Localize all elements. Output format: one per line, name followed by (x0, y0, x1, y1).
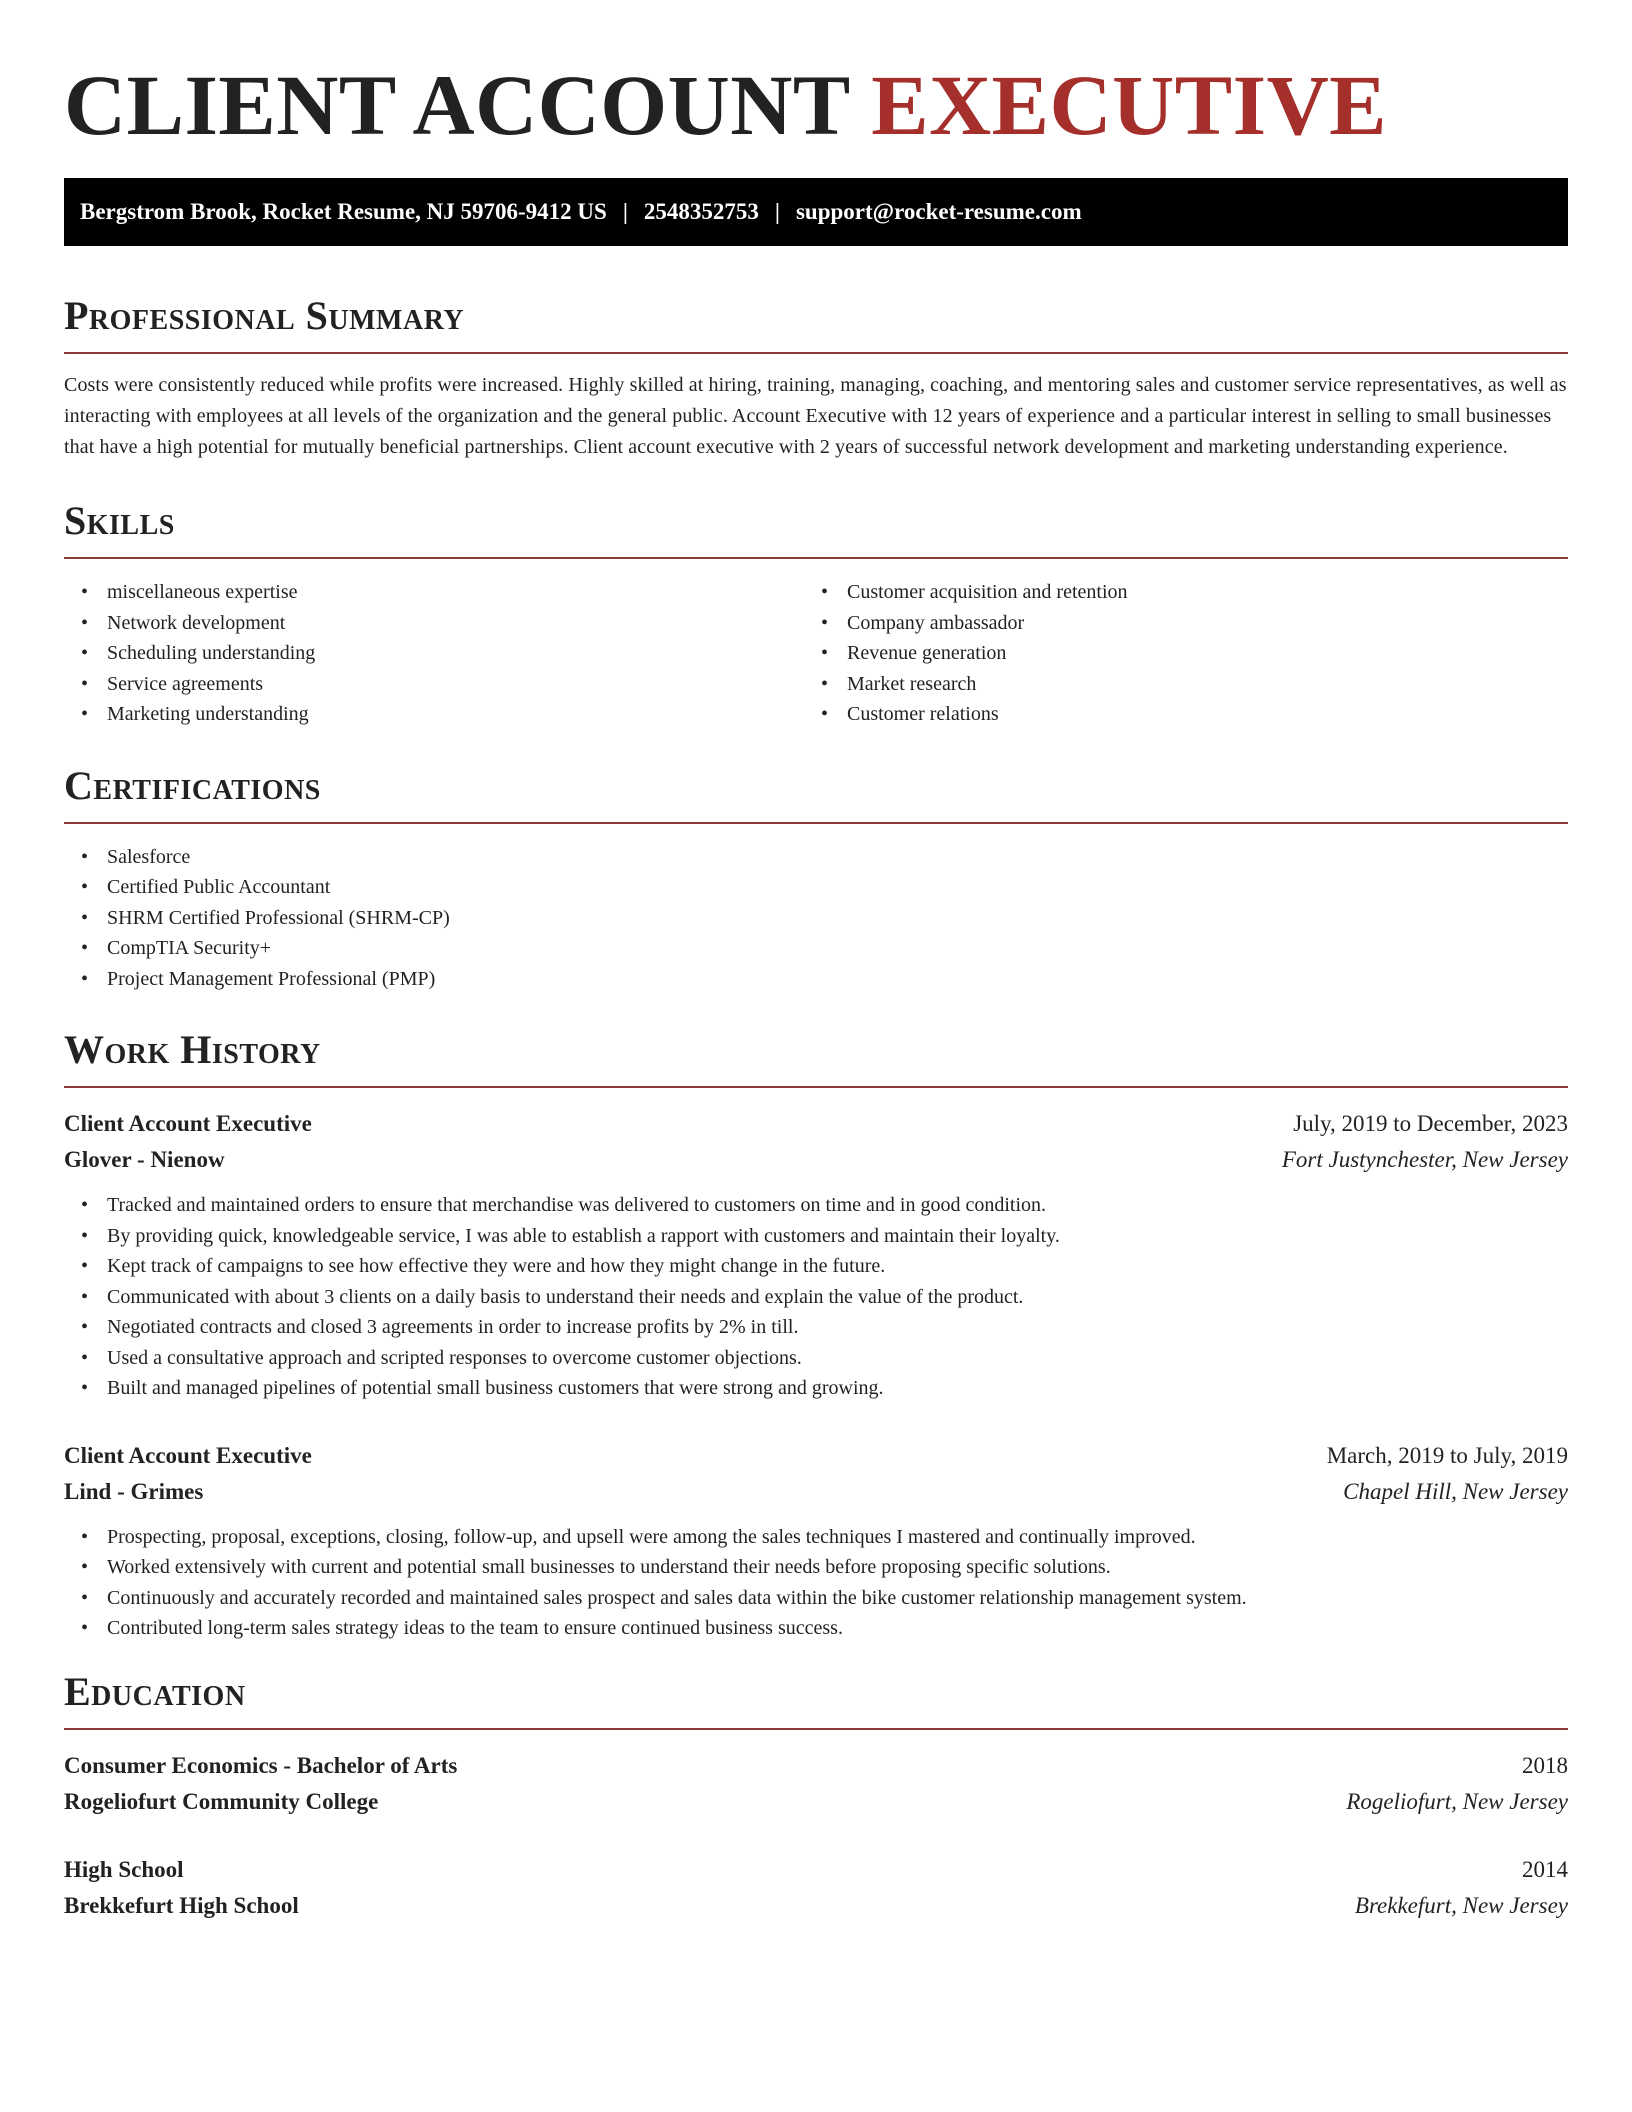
job-bullet: • Used a consultative approach and scripted responses to overcome customer objections. (64, 1343, 1568, 1374)
skill-item: • Customer acquisition and retention (804, 577, 1544, 608)
skill-item: • Company ambassador (804, 608, 1544, 639)
job-title-row (64, 1106, 1568, 1142)
job-entry (64, 1106, 1568, 1404)
work-history-section (64, 1027, 1568, 1644)
job-entry (64, 1438, 1568, 1644)
job-bullet: • Kept track of campaigns to see how effective they were and how they might change in the future. (64, 1251, 1568, 1282)
education-location: Brekkefurt, New Jersey (1354, 1892, 1568, 1918)
skills-list-right (804, 577, 1544, 730)
skill-item: • Marketing understanding (64, 699, 804, 730)
job-dates: July, 2019 to December, 2023 (1293, 1111, 1568, 1136)
section-divider (64, 1728, 1568, 1730)
skill-item: • Service agreements (64, 669, 804, 700)
contact-email: support@rocket-resume.com (795, 199, 1082, 224)
section-divider (64, 557, 1568, 559)
skills-columns (64, 577, 1568, 730)
certifications-heading: Certifications (64, 762, 321, 808)
education-school: Brekkefurt High School (64, 1892, 299, 1918)
summary-heading: Professional Summary (64, 293, 465, 338)
skill-item: • Scheduling understanding (64, 638, 804, 669)
job-company: Lind - Grimes (64, 1478, 204, 1504)
section-divider (64, 352, 1568, 354)
education-heading: Education (64, 1668, 246, 1714)
contact-address: Bergstrom Brook, Rocket Resume, NJ 59706-9412 US (80, 199, 607, 224)
job-bullets (64, 1522, 1568, 1644)
education-degree: High School (64, 1856, 184, 1882)
contact-bar (64, 178, 1568, 246)
skills-section (64, 498, 1568, 730)
skill-item: • Market research (804, 669, 1544, 700)
job-company: Glover - Nienow (64, 1147, 225, 1172)
job-bullet: • Contributed long-term sales strategy ideas to the team to ensure continued business success. (64, 1613, 1568, 1644)
job-bullet: • Prospecting, proposal, exceptions, closing, follow-up, and upsell were among the sales techniques I mastered and continually improved. (64, 1522, 1568, 1553)
job-bullet: • Continuously and accurately recorded and maintained sales prospect and sales data within the bike customer relationship management system. (64, 1583, 1568, 1614)
skill-item: • Revenue generation (804, 638, 1544, 669)
certification-item: • CompTIA Security+ (64, 933, 1568, 964)
education-degree: Consumer Economics - Bachelor of Arts (64, 1752, 458, 1778)
skill-item: • miscellaneous expertise (64, 577, 804, 608)
job-location: Chapel Hill, New Jersey (1343, 1478, 1568, 1504)
summary-section (64, 293, 1568, 463)
job-company-row (64, 1142, 1568, 1178)
job-title: Client Account Executive (64, 1111, 312, 1136)
skills-heading: Skills (64, 498, 175, 543)
education-entry (64, 1852, 1568, 1924)
job-bullet: • Negotiated contracts and closed 3 agreements in order to increase profits by 2% in till. (64, 1312, 1568, 1343)
certification-item: • Salesforce (64, 842, 1568, 873)
title-accent: EXECUTIVE (871, 57, 1388, 153)
skills-list-left (64, 577, 804, 730)
title-main: CLIENT ACCOUNT (64, 57, 850, 153)
education-degree-row (64, 1852, 1568, 1888)
job-bullet: • Built and managed pipelines of potential small business customers that were strong and growing. (64, 1373, 1568, 1404)
contact-separator: | (622, 199, 628, 224)
job-bullet: • Communicated with about 3 clients on a daily basis to understand their needs and explain the value of the product. (64, 1282, 1568, 1313)
job-bullet: • Worked extensively with current and potential small businesses to understand their needs before proposing specific solutions. (64, 1552, 1568, 1583)
job-title: Client Account Executive (64, 1442, 312, 1468)
resume-title (64, 57, 1568, 153)
education-school: Rogeliofurt Community College (64, 1788, 379, 1814)
job-bullets (64, 1190, 1568, 1404)
job-title-row (64, 1438, 1568, 1474)
certification-item: • SHRM Certified Professional (SHRM-CP) (64, 903, 1568, 934)
education-entry (64, 1748, 1568, 1820)
contact-separator: | (774, 199, 780, 224)
job-bullet: • Tracked and maintained orders to ensure that merchandise was delivered to customers on time and in good condition. (64, 1190, 1568, 1221)
certifications-list (64, 842, 1568, 995)
skill-item: • Customer relations (804, 699, 1544, 730)
job-dates: March, 2019 to July, 2019 (1326, 1442, 1568, 1468)
section-divider (64, 1086, 1568, 1088)
education-location: Rogeliofurt, New Jersey (1346, 1788, 1568, 1814)
certification-item: • Certified Public Accountant (64, 872, 1568, 903)
education-school-row (64, 1784, 1568, 1820)
education-degree-row (64, 1748, 1568, 1784)
work-history-heading: Work History (64, 1027, 321, 1072)
job-bullet: • By providing quick, knowledgeable service, I was able to establish a rapport with customers and maintain their loyalty. (64, 1221, 1568, 1252)
section-divider (64, 822, 1568, 824)
summary-text: Costs were consistently reduced while profits were increased. Highly skilled at hiring, training, managing, coaching, and mentoring sales and customer service representatives, as well as interacting with employees at all levels of the organization and the general public. Account Executive with 12 years of experience and a particular interest in selling to small businesses that have a high potential for mutually beneficial partnerships. Client account executive with 2 years of successful network development and marketing understanding experience. (64, 374, 1567, 458)
contact-phone: 2548352753 (643, 199, 759, 224)
education-section (64, 1668, 1568, 1924)
education-year: 2018 (1522, 1752, 1568, 1778)
job-company-row (64, 1474, 1568, 1510)
skill-item: • Network development (64, 608, 804, 639)
education-year: 2014 (1522, 1856, 1568, 1882)
certification-item: • Project Management Professional (PMP) (64, 964, 1568, 995)
education-school-row (64, 1888, 1568, 1924)
job-location: Fort Justynchester, New Jersey (1281, 1147, 1568, 1172)
certifications-section (64, 762, 1568, 995)
